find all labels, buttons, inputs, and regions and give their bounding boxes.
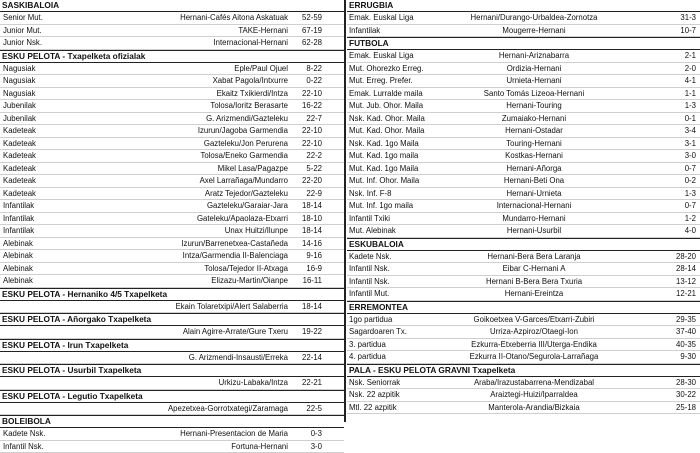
match-cell: Axel Larrañaga/Mundarro (118, 175, 288, 187)
score-cell: 22-14 (282, 352, 322, 364)
score-cell: 22-7 (282, 113, 322, 125)
score-cell: 16-9 (282, 263, 322, 275)
section-errugbia (347, 0, 700, 37)
result-row (347, 50, 700, 63)
result-row (347, 326, 700, 339)
match-cell: Hernani-Añorga (459, 163, 609, 175)
match-cell: Gateleku/Apaolaza-Etxarri (118, 213, 288, 225)
score-cell: 13-12 (656, 276, 696, 288)
category-cell: Nagusiak (3, 88, 36, 100)
result-row (0, 75, 344, 88)
category-cell: Alebinak (3, 275, 33, 287)
result-row (347, 25, 700, 38)
match-cell: Araiztegi-Huizi/Iparraldea (459, 389, 609, 401)
score-cell: 1-3 (656, 100, 696, 112)
score-cell: 22-5 (282, 403, 322, 415)
score-cell: 0-22 (282, 75, 322, 87)
match-cell: Urriza-Azpiroz/Otaegi-Ion (459, 326, 609, 338)
score-cell: 40-35 (656, 339, 696, 351)
category-cell: Alebinak (3, 263, 33, 275)
match-cell: Hernani-Cafés Aitona Askatuak (118, 12, 288, 24)
match-cell: Internacional-Hernani (118, 37, 288, 49)
match-cell: Ordizia-Hernani (459, 63, 609, 75)
section-title: ESKU PELOTA - Añorgako Txapelketa (0, 313, 344, 326)
result-row (0, 163, 344, 176)
match-cell: Hernani-Beti Ona (459, 175, 609, 187)
result-row (347, 314, 700, 327)
category-cell: Infantilak (3, 213, 34, 225)
match-cell: Araba/Irazustabarrena-Mendizabal (459, 377, 609, 389)
match-cell: Tolosa/Tejedor II-Atxaga (118, 263, 288, 275)
score-cell: 4-0 (656, 225, 696, 237)
result-row (0, 175, 344, 188)
category-cell: Infantil Nsk. (3, 441, 44, 453)
category-cell: Kadeteak (3, 150, 36, 162)
section-eskubaloia (347, 238, 700, 301)
section-title: SASKIBALOIA (0, 0, 344, 12)
section-title: PALA - ESKU PELOTA GRAVNI Txapelketa (347, 364, 700, 377)
result-row (347, 389, 700, 402)
match-cell: Fortuna-Hernani (118, 441, 288, 453)
match-cell: Goikoetxea V-Garces/Etxarri-Zubiri (459, 314, 609, 326)
section-saskibaloia (0, 0, 344, 50)
result-row (0, 377, 344, 390)
result-row (0, 113, 344, 126)
category-cell: Mtl. 22 azpitik (349, 402, 397, 414)
match-cell: Alain Agirre-Arrate/Gure Txeru (118, 326, 288, 338)
result-row (0, 88, 344, 101)
score-cell: 2-0 (656, 63, 696, 75)
match-cell: Ezkurra II-Otano/Segurola-Larrañaga (459, 351, 609, 363)
match-cell: Apezetxea-Gorrotxategi/Zaramaga (118, 403, 288, 415)
category-cell: Mut. Inf. Ohor. Maila (349, 175, 419, 187)
result-row (0, 213, 344, 226)
category-cell: Mut. Erreg. Prefer. (349, 75, 413, 87)
category-cell: Junior Nsk. (3, 37, 42, 49)
match-cell: Hernani-Ostadar (459, 125, 609, 137)
match-cell: Unax Huitzi/Ilunpe (118, 225, 288, 237)
score-cell: 12-21 (656, 288, 696, 300)
section-title: ESKUBALOIA (347, 238, 700, 251)
section-esku-pelota-txapelketa-ofizialak (0, 50, 344, 288)
result-row (347, 251, 700, 264)
result-row (0, 200, 344, 213)
result-row (347, 402, 700, 415)
score-cell: 67-19 (282, 25, 322, 37)
match-cell: Hernani-Bera Bera Laranja (459, 251, 609, 263)
result-row (0, 188, 344, 201)
score-cell: 3-0 (282, 441, 322, 453)
match-cell: Eple/Paul Ojuel (118, 63, 288, 75)
match-cell: G. Arizmendi-Insausti/Erreka (118, 352, 288, 364)
category-cell: Senior Mut. (3, 12, 43, 24)
category-cell: 4. partidua (349, 351, 386, 363)
score-cell: 0-7 (656, 200, 696, 212)
match-cell: Mougerre-Hernani (459, 25, 609, 37)
score-cell: 25-18 (656, 402, 696, 414)
result-row (0, 326, 344, 339)
category-cell: Jubenilak (3, 100, 36, 112)
category-cell: Nsk. Inf. F-8 (349, 188, 391, 200)
match-cell: Gazteleku/Garaiar-Jara (118, 200, 288, 212)
score-cell: 0-2 (656, 175, 696, 187)
match-cell: Hernani-Ariznabarra (459, 50, 609, 62)
match-cell: Intza/Garmendia II-Balenciaga (118, 250, 288, 262)
match-cell: Hernani-Touring (459, 100, 609, 112)
result-row (0, 238, 344, 251)
score-cell: 22-21 (282, 377, 322, 389)
section-esku-pelota-a-orgako-txapelketa (0, 313, 344, 339)
score-cell: 18-10 (282, 213, 322, 225)
result-row (347, 377, 700, 390)
category-cell: Kadeteak (3, 163, 36, 175)
category-cell: Infantilak (3, 225, 34, 237)
category-cell: Nsk. Kad. 1go Maila (349, 138, 419, 150)
score-cell: 8-22 (282, 63, 322, 75)
category-cell: Nagusiak (3, 75, 36, 87)
section-title: BOLEIBOLA (0, 415, 344, 428)
match-cell: Tolosa/Eneko Garmendia (118, 150, 288, 162)
result-row (347, 150, 700, 163)
category-cell: Infantil Nsk. (349, 263, 390, 275)
category-cell: Kadete Nsk. (3, 428, 45, 440)
column-divider (344, 0, 346, 422)
right-column (347, 0, 700, 414)
category-cell: Mut. Kad. Ohor. Maila (349, 125, 424, 137)
score-cell: 22-10 (282, 88, 322, 100)
result-row (347, 175, 700, 188)
score-cell: 62-28 (282, 37, 322, 49)
score-cell: 22-2 (282, 150, 322, 162)
match-cell: Urkizu-Labaka/Intza (118, 377, 288, 389)
result-row (0, 441, 344, 453)
score-cell: 28-14 (656, 263, 696, 275)
score-cell: 28-20 (656, 251, 696, 263)
result-row (347, 100, 700, 113)
match-cell: Tolosa/Ioritz Berasarte (118, 100, 288, 112)
score-cell: 4-1 (656, 75, 696, 87)
score-cell: 3-4 (656, 125, 696, 137)
result-row (347, 63, 700, 76)
category-cell: Emak. Euskal Liga (349, 12, 414, 24)
category-cell: Nagusiak (3, 63, 36, 75)
result-row (0, 150, 344, 163)
left-column (0, 0, 344, 453)
result-row (347, 288, 700, 301)
score-cell: 18-14 (282, 225, 322, 237)
section-title: FUTBOLA (347, 37, 700, 50)
match-cell: Kostkas-Hernani (459, 150, 609, 162)
score-cell: 1-3 (656, 188, 696, 200)
score-cell: 37-40 (656, 326, 696, 338)
score-cell: 5-22 (282, 163, 322, 175)
match-cell: Gazteleku/Jon Perurena (118, 138, 288, 150)
category-cell: Infantil Nsk. (349, 276, 390, 288)
match-cell: Izurun/Jagoba Garmendia (118, 125, 288, 137)
category-cell: Infantil Txiki (349, 213, 390, 225)
result-row (0, 263, 344, 276)
result-row (347, 225, 700, 238)
score-cell: 16-11 (282, 275, 322, 287)
match-cell: Zumaiako-Hernani (459, 113, 609, 125)
result-row (347, 351, 700, 364)
category-cell: 1go partidua (349, 314, 392, 326)
category-cell: Mut. Ohorezko Erreg. (349, 63, 424, 75)
score-cell: 30-22 (656, 389, 696, 401)
match-cell: Santo Tomás Lizeoa-Hernani (459, 88, 609, 100)
section-esku-pelota-usurbil-txapelketa (0, 364, 344, 390)
category-cell: Alebinak (3, 250, 33, 262)
result-row (347, 12, 700, 25)
section-title: ESKU PELOTA - Hernaniko 4/5 Txapelketa (0, 288, 344, 301)
score-cell: 52-59 (282, 12, 322, 24)
category-cell: Kadete Nsk. (349, 251, 391, 263)
score-cell: 9-30 (656, 351, 696, 363)
score-cell: 31-3 (656, 12, 696, 24)
result-row (0, 100, 344, 113)
match-cell: Manterola-Arandia/Bizkaia (459, 402, 609, 414)
score-cell: 1-2 (656, 213, 696, 225)
result-row (347, 125, 700, 138)
match-cell: Hernani-Usurbil (459, 225, 609, 237)
match-cell: Elizazu-Martin/Oianpe (118, 275, 288, 287)
match-cell: Hernani B-Bera Bera Txuria (459, 276, 609, 288)
section-boleibola (0, 415, 344, 453)
score-cell: 22-10 (282, 125, 322, 137)
section-pala-esku-pelota-gravni-txapelketa (347, 364, 700, 415)
result-row (347, 263, 700, 276)
result-row (347, 75, 700, 88)
category-cell: Kadeteak (3, 138, 36, 150)
result-row (347, 88, 700, 101)
category-cell: 3. partidua (349, 339, 386, 351)
category-cell: Infantilak (349, 25, 380, 37)
result-row (347, 213, 700, 226)
category-cell: Mut. Kad. 1go Maila (349, 163, 418, 175)
score-cell: 18-14 (282, 200, 322, 212)
result-row (347, 113, 700, 126)
category-cell: Mut. Kad. 1go maila (349, 150, 418, 162)
section-title: ESKU PELOTA - Usurbil Txapelketa (0, 364, 344, 377)
category-cell: Sagardoaren Tx. (349, 326, 407, 338)
match-cell: TAKE-Hernani (118, 25, 288, 37)
score-cell: 0-1 (656, 113, 696, 125)
score-cell: 9-16 (282, 250, 322, 262)
section-title: ESKU PELOTA - Irun Txapelketa (0, 339, 344, 352)
match-cell: Internacional-Hernani (459, 200, 609, 212)
result-row (347, 138, 700, 151)
result-row (347, 200, 700, 213)
match-cell: Xabat Pagola/Intxurre (118, 75, 288, 87)
category-cell: Jubenilak (3, 113, 36, 125)
category-cell: Kadeteak (3, 188, 36, 200)
match-cell: Urnieta-Hernani (459, 75, 609, 87)
result-row (347, 276, 700, 289)
category-cell: Kadeteak (3, 125, 36, 137)
score-cell: 19-22 (282, 326, 322, 338)
section-esku-pelota-irun-txapelketa (0, 339, 344, 365)
category-cell: Alebinak (3, 238, 33, 250)
result-row (0, 225, 344, 238)
result-row (0, 301, 344, 314)
section-esku-pelota-legutio-txapelketa (0, 390, 344, 416)
category-cell: Mut. Jub. Ohor. Maila (349, 100, 423, 112)
score-cell: 1-1 (656, 88, 696, 100)
score-cell: 2-1 (656, 50, 696, 62)
section-futbola (347, 37, 700, 238)
score-cell: 3-1 (656, 138, 696, 150)
section-title: ESKU PELOTA - Legutio Txapelketa (0, 390, 344, 403)
result-row (0, 138, 344, 151)
result-row (0, 275, 344, 288)
category-cell: Infantilak (3, 200, 34, 212)
category-cell: Nsk. Kad. Ohor. Maila (349, 113, 425, 125)
match-cell: Ezkurra-Etxeberria III/Uterga-Endika (459, 339, 609, 351)
result-row (347, 339, 700, 352)
section-title: ESKU PELOTA - Txapelketa ofizialak (0, 50, 344, 63)
result-row (0, 403, 344, 416)
score-cell: 0-7 (656, 163, 696, 175)
score-cell: 22-20 (282, 175, 322, 187)
section-esku-pelota-hernaniko-4-5-txapelketa (0, 288, 344, 314)
match-cell: Hernani-Urnieta (459, 188, 609, 200)
score-cell: 22-9 (282, 188, 322, 200)
match-cell: Ekain Tolaretxipi/Alert Salaberria (118, 301, 288, 313)
section-title: ERREMONTEA (347, 301, 700, 314)
match-cell: Ekaitz Txikierdi/Intza (118, 88, 288, 100)
category-cell: Kadeteak (3, 175, 36, 187)
category-cell: Mut. Inf. 1go maila (349, 200, 413, 212)
score-cell: 14-16 (282, 238, 322, 250)
score-cell: 29-35 (656, 314, 696, 326)
score-cell: 0-3 (282, 428, 322, 440)
match-cell: G. Arizmendi/Gazteleku (118, 113, 288, 125)
score-cell: 18-14 (282, 301, 322, 313)
match-cell: Mundarro-Hernani (459, 213, 609, 225)
match-cell: Eibar C-Hernani A (459, 263, 609, 275)
result-row (0, 352, 344, 365)
match-cell: Hernani/Durango-Urbaldea-Zornotza (459, 12, 609, 24)
match-cell: Touring-Hernani (459, 138, 609, 150)
match-cell: Hernani-Ereintza (459, 288, 609, 300)
match-cell: Mikel Lasa/Pagazpe (118, 163, 288, 175)
category-cell: Mut. Alebinak (349, 225, 396, 237)
result-row (0, 37, 344, 50)
match-cell: Hernani-Presentacion de Maria (118, 428, 288, 440)
score-cell: 16-22 (282, 100, 322, 112)
category-cell: Emak. Lurralde maila (349, 88, 423, 100)
result-row (0, 428, 344, 441)
result-row (347, 163, 700, 176)
result-row (0, 125, 344, 138)
score-cell: 10-7 (656, 25, 696, 37)
section-title: ERRUGBIA (347, 0, 700, 12)
result-row (0, 25, 344, 38)
match-cell: Izurun/Barrenetxea-Castañeda (118, 238, 288, 250)
match-cell: Aratz Tejedor/Gazteleku (118, 188, 288, 200)
category-cell: Emak. Euskal Liga (349, 50, 414, 62)
category-cell: Junior Mut. (3, 25, 42, 37)
score-cell: 28-30 (656, 377, 696, 389)
result-row (0, 12, 344, 25)
result-row (0, 250, 344, 263)
result-row (347, 188, 700, 201)
category-cell: Nsk. Seniorrak (349, 377, 400, 389)
category-cell: Infantil Mut. (349, 288, 389, 300)
category-cell: Nsk. 22 azpitik (349, 389, 400, 401)
result-row (0, 63, 344, 76)
score-cell: 22-10 (282, 138, 322, 150)
score-cell: 3-0 (656, 150, 696, 162)
section-erremontea (347, 301, 700, 364)
